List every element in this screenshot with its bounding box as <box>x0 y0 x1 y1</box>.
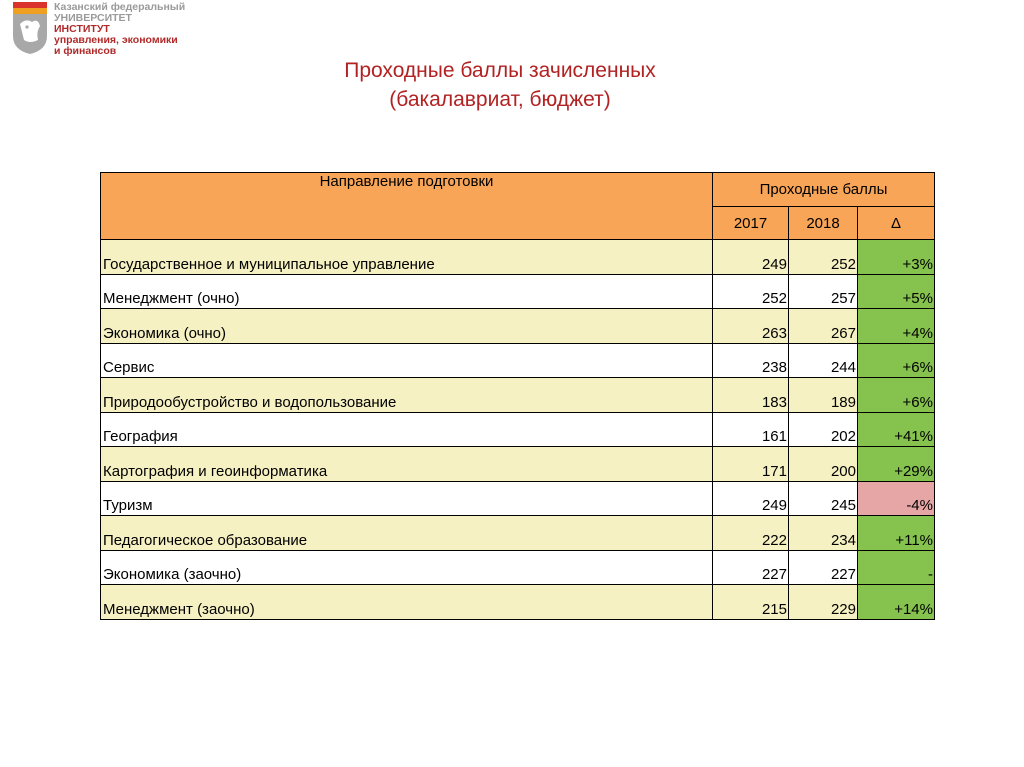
cell-score-2018: 252 <box>789 240 858 275</box>
university-line-1: Казанский федеральный <box>54 1 186 13</box>
university-emblem-icon <box>10 2 50 54</box>
cell-delta: +14% <box>858 585 935 620</box>
cell-score-2018: 257 <box>789 274 858 309</box>
cell-score-2018: 202 <box>789 412 858 447</box>
cell-direction: Менеджмент (очно) <box>101 274 713 309</box>
cell-score-2017: 227 <box>713 550 789 585</box>
cell-delta: +3% <box>858 240 935 275</box>
cell-score-2017: 263 <box>713 309 789 344</box>
cell-score-2017: 222 <box>713 516 789 551</box>
institute-line-2: управления, экономики <box>54 34 178 46</box>
table-row <box>101 585 935 620</box>
cell-score-2018: 234 <box>789 516 858 551</box>
cell-score-2017: 252 <box>713 274 789 309</box>
cell-direction: Менеджмент (заочно) <box>101 585 713 620</box>
cell-score-2017: 215 <box>713 585 789 620</box>
cell-direction: Природообустройство и водопользование <box>101 378 713 413</box>
institute-line-1: ИНСТИТУТ <box>54 23 110 35</box>
cell-score-2017: 161 <box>713 412 789 447</box>
cell-score-2018: 200 <box>789 447 858 482</box>
header-delta: Δ <box>858 207 935 240</box>
cell-score-2017: 249 <box>713 481 789 516</box>
cell-direction: География <box>101 412 713 447</box>
cell-score-2017: 238 <box>713 343 789 378</box>
cell-score-2018: 189 <box>789 378 858 413</box>
cell-direction: Картография и геоинформатика <box>101 447 713 482</box>
cell-delta: - <box>858 550 935 585</box>
cell-score-2017: 249 <box>713 240 789 275</box>
header-direction: Направление подготовки <box>101 173 713 240</box>
header-year-2018: 2018 <box>789 207 858 240</box>
cell-direction: Педагогическое образование <box>101 516 713 551</box>
institute-line-3: и финансов <box>54 45 117 57</box>
cell-direction: Экономика (очно) <box>101 309 713 344</box>
table-row <box>101 240 935 275</box>
table-row <box>101 378 935 413</box>
cell-direction: Государственное и муниципальное управление <box>101 240 713 275</box>
cell-delta: +41% <box>858 412 935 447</box>
table-row <box>101 516 935 551</box>
table-body <box>101 240 935 620</box>
cell-score-2018: 227 <box>789 550 858 585</box>
header-scores-group: Проходные баллы <box>713 173 935 207</box>
title-line-1: Проходные баллы зачисленных <box>344 59 656 82</box>
passing-scores-table <box>100 172 935 620</box>
cell-delta: +4% <box>858 309 935 344</box>
table-row <box>101 412 935 447</box>
cell-direction: Экономика (заочно) <box>101 550 713 585</box>
table-row <box>101 550 935 585</box>
cell-direction: Сервис <box>101 343 713 378</box>
table-row <box>101 343 935 378</box>
table-row <box>101 309 935 344</box>
logo-text <box>54 2 185 57</box>
cell-score-2018: 244 <box>789 343 858 378</box>
cell-delta: +29% <box>858 447 935 482</box>
header-year-2017: 2017 <box>713 207 789 240</box>
table-row <box>101 447 935 482</box>
cell-direction: Туризм <box>101 481 713 516</box>
table-row <box>101 481 935 516</box>
cell-delta: +5% <box>858 274 935 309</box>
cell-score-2018: 267 <box>789 309 858 344</box>
university-line-2: УНИВЕРСИТЕТ <box>54 12 132 24</box>
cell-delta: +11% <box>858 516 935 551</box>
cell-score-2018: 229 <box>789 585 858 620</box>
cell-score-2018: 245 <box>789 481 858 516</box>
cell-score-2017: 171 <box>713 447 789 482</box>
cell-delta: +6% <box>858 343 935 378</box>
cell-score-2017: 183 <box>713 378 789 413</box>
table-row <box>101 274 935 309</box>
cell-delta: +6% <box>858 378 935 413</box>
university-logo <box>10 2 210 66</box>
title-line-2: (бакалавриат, бюджет) <box>389 88 611 111</box>
cell-delta: -4% <box>858 481 935 516</box>
slide-title <box>300 56 700 114</box>
